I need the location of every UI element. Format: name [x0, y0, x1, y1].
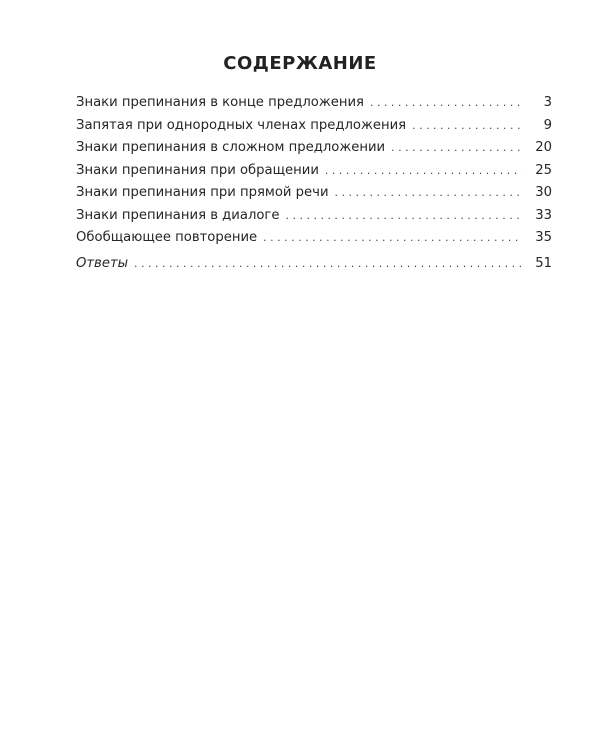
- toc-dot-leader: [370, 92, 522, 115]
- toc-entry: [76, 160, 552, 183]
- toc-entry: [76, 182, 552, 205]
- toc-entry-answers: [76, 253, 552, 276]
- toc-entry: [76, 227, 552, 250]
- toc-dot-leader: [391, 137, 522, 160]
- toc-dot-leader: [412, 115, 522, 138]
- toc-dot-leader: [325, 160, 522, 183]
- toc-entry-page: 25: [535, 162, 552, 178]
- toc-entry-page: 9: [543, 117, 552, 133]
- toc-entry: [76, 115, 552, 138]
- toc-entry-title: Знаки препинания в конце предложения: [76, 95, 364, 110]
- toc-entry-title: Обобщающее повторение: [76, 230, 258, 245]
- toc-entry-title: Запятая при однородных членах предложения: [76, 117, 407, 133]
- toc-dot-leader: [134, 253, 522, 276]
- toc-entry-page: 20: [535, 140, 552, 155]
- toc-entry-page: 3: [543, 95, 552, 110]
- toc-entry-page: 33: [535, 207, 552, 223]
- toc-entry: [76, 205, 552, 228]
- toc-entry-title: Ответы: [76, 255, 129, 271]
- toc-entry: [76, 92, 552, 115]
- toc-entry-title: Знаки препинания в диалоге: [76, 207, 280, 223]
- table-of-contents: [76, 92, 552, 275]
- toc-entry-page: 51: [535, 255, 552, 271]
- toc-dot-leader: [335, 182, 522, 205]
- toc-entry-page: 30: [535, 185, 552, 200]
- toc-entry-title: Знаки препинания при прямой речи: [76, 185, 329, 200]
- toc-entry-title: Знаки препинания в сложном предложении: [76, 140, 386, 155]
- page-title: СОДЕРЖАНИЕ: [223, 53, 377, 74]
- toc-dot-leader: [285, 205, 522, 228]
- toc-entry-title: Знаки препинания при обращении: [76, 162, 319, 178]
- toc-entry: [76, 137, 552, 160]
- toc-dot-leader: [263, 227, 522, 250]
- toc-entry-page: 35: [535, 230, 552, 245]
